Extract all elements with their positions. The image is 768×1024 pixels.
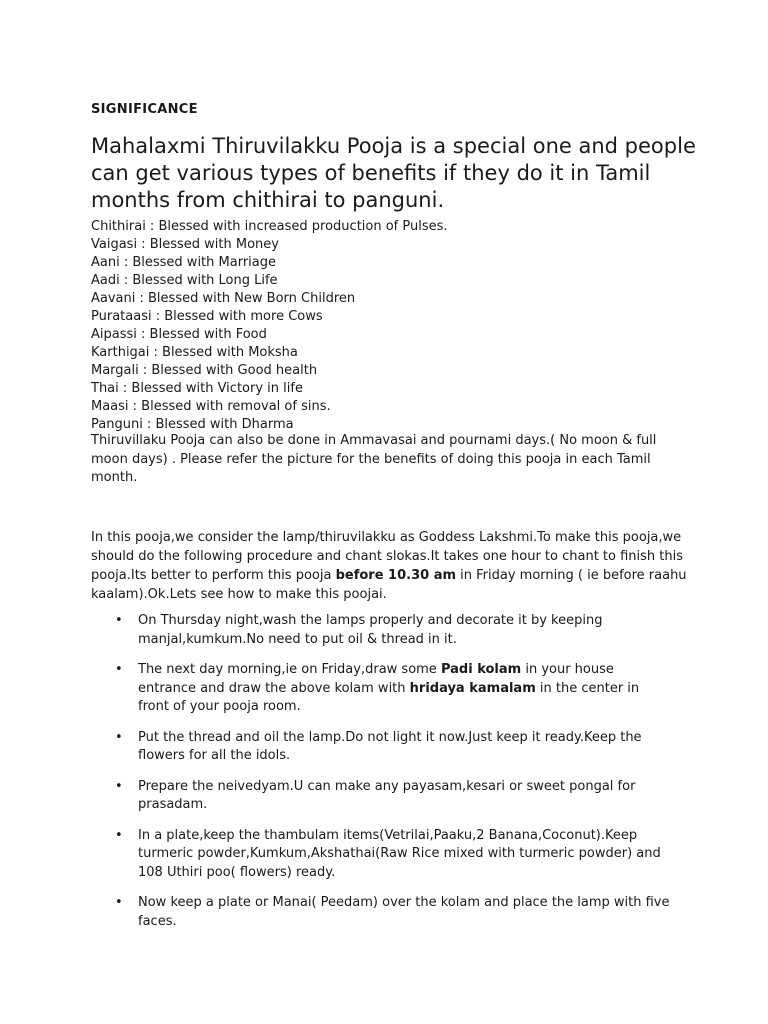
step-text: Put the thread and oil the lamp.Do not light it now.Just keep it ready.Keep the flowers for all the idols. <box>138 729 642 763</box>
step-text: In a plate,keep the thambulam items(Vetrilai,Paaku,2 Banana,Coconut).Keep turmeric powder,Kumkum,Akshathai(Raw Rice mixed with turmeric powder) and 108 Uthiri poo( flowers) ready. <box>138 827 661 880</box>
step-text: in your house entrance and draw the above kolam with <box>138 662 614 696</box>
month-item: Purataasi : Blessed with more Cows <box>91 309 323 324</box>
step-text: Prepare the neivedyam.U can make any payasam,kesari or sweet pongal for prasadam. <box>138 778 636 812</box>
procedure-step <box>91 612 671 649</box>
intro-text: In this pooja,we consider the lamp/thiruvilakku as Goddess Lakshmi.To make this pooja,we should do the following procedure and chant slokas.It takes one hour to chant to finish this pooja.Its better to perform this pooja <box>91 530 684 583</box>
step-text: The next day morning,ie on Friday,draw some <box>138 662 441 677</box>
month-item: Margali : Blessed with Good health <box>91 363 318 378</box>
month-item: Vaigasi : Blessed with Money <box>91 237 279 252</box>
month-item: Aavani : Blessed with New Born Children <box>91 291 356 306</box>
month-item: Aani : Blessed with Marriage <box>91 255 276 270</box>
month-benefits-list <box>91 218 448 434</box>
intro-emphasis: before 10.30 am <box>335 568 457 583</box>
procedure-step <box>91 661 671 717</box>
section-heading: SIGNIFICANCE <box>91 102 198 117</box>
bullet-icon: • <box>115 662 123 677</box>
bullet-icon: • <box>115 729 123 745</box>
bullet-icon: • <box>115 613 123 628</box>
procedure-step <box>91 894 671 931</box>
procedure-step <box>91 729 671 766</box>
month-item: Aipassi : Blessed with Food <box>91 327 267 342</box>
step-text: On Thursday night,wash the lamps properly and decorate it by keeping manjal,kumkum.No need to put oil & thread in it. <box>138 613 603 647</box>
month-item: Chithirai : Blessed with increased production of Pulses. <box>91 219 448 234</box>
month-item: Thai : Blessed with Victory in life <box>91 381 303 396</box>
bullet-icon: • <box>115 895 123 910</box>
step-text: in the center in front of your pooja room. <box>138 680 640 714</box>
month-item: Panguni : Blessed with Dharma <box>91 417 294 432</box>
document-title: Mahalaxmi Thiruvilakku Pooja is a special one and people can get various types of benefits if they do it in Tamil months from chithirai to panguni. <box>91 134 696 212</box>
month-item: Karthigai : Blessed with Moksha <box>91 345 298 360</box>
step-text: Now keep a plate or Manai( Peedam) over the kolam and place the lamp with five faces. <box>138 895 670 929</box>
procedure-step <box>91 827 671 883</box>
bullet-icon: • <box>115 827 123 843</box>
bullet-icon: • <box>115 778 123 794</box>
intro-text-end: in Friday morning ( ie before raahu kaalam).Ok.Lets see how to make this poojai. <box>91 568 687 602</box>
month-item: Maasi : Blessed with removal of sins. <box>91 399 331 414</box>
step-emphasis: Padi kolam <box>440 662 522 677</box>
procedure-list <box>91 612 671 943</box>
procedure-step <box>91 778 671 815</box>
intro-paragraph <box>91 528 691 604</box>
note-paragraph: Thiruvillaku Pooja can also be done in Ammavasai and pournami days.( No moon & full moon days) . Please refer the picture for the benefits of doing this pooja in each Tamil month. <box>91 433 657 485</box>
step-emphasis: hridaya kamalam <box>409 680 536 696</box>
month-item: Aadi : Blessed with Long Life <box>91 273 278 288</box>
